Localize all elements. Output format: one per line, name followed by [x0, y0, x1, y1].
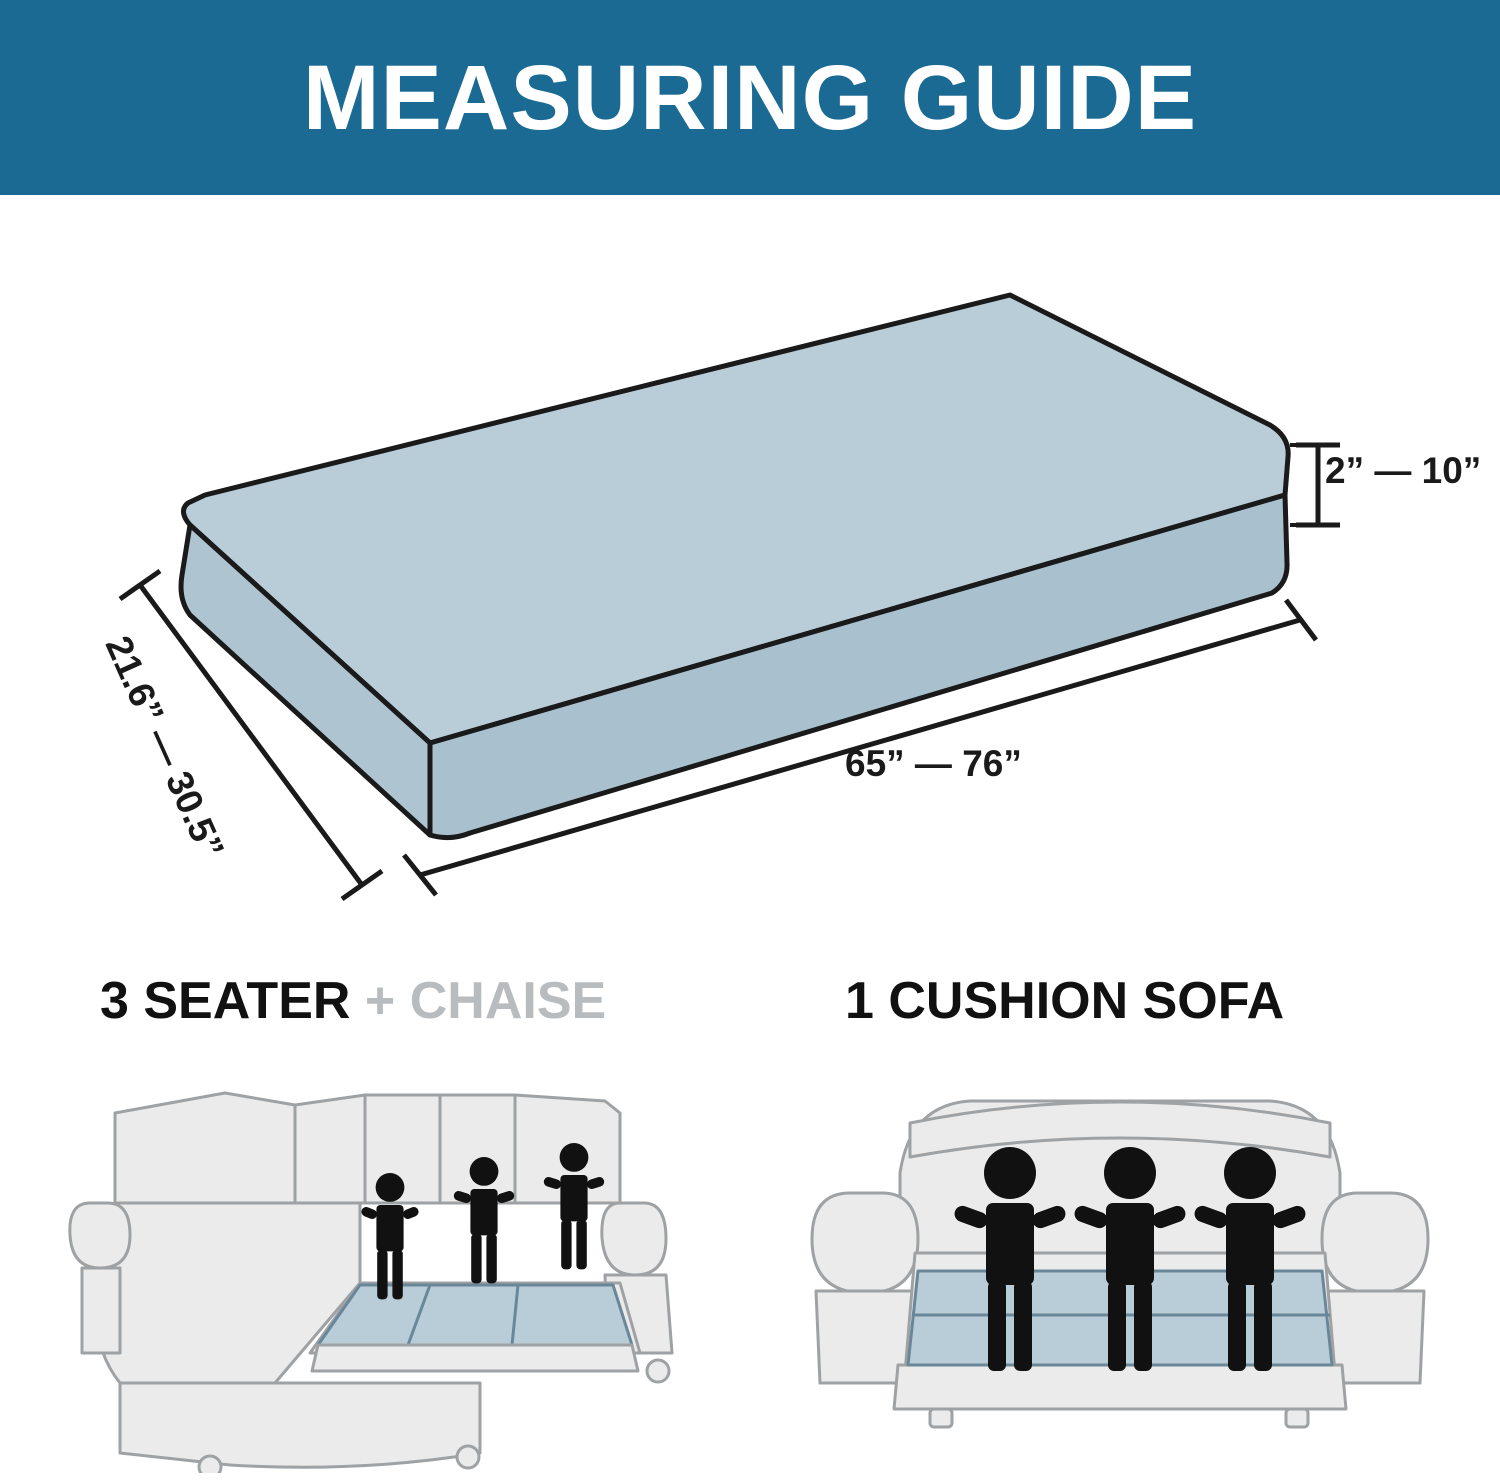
cushion-illustration	[0, 195, 1500, 975]
panel-title-main: 3 SEATER	[100, 972, 351, 1030]
panel-title-plus: +	[364, 972, 396, 1030]
dimension-label-depth: 21.6” — 30.5”	[97, 630, 233, 865]
sofa-illustration-one-cushion	[790, 1053, 1450, 1478]
one-cushion-sofa-svg	[790, 1053, 1450, 1473]
chaise-highlighted-cushions	[318, 1285, 632, 1345]
header-banner	[0, 0, 1500, 195]
chaise-sectional-svg	[60, 1053, 750, 1473]
sofa-feet	[930, 1409, 1308, 1427]
panel-title-one-cushion	[845, 972, 1450, 1030]
panel-one-cushion-sofa	[790, 972, 1450, 1478]
page-title: MEASURING GUIDE	[302, 46, 1198, 149]
panel-title-chaise: CHAISE	[409, 972, 607, 1030]
sofa-types-section	[0, 972, 1500, 1482]
dimension-label-length: 65” — 76”	[845, 743, 1022, 784]
cushion-diagram	[0, 195, 1500, 975]
sofa-illustration-chaise	[60, 1053, 750, 1478]
panel-title-three-seater	[100, 972, 750, 1030]
dimension-label-height: 2” — 10”	[1325, 450, 1482, 491]
panel-title-main-2: 1 CUSHION SOFA	[845, 972, 1285, 1030]
panel-three-seater-chaise	[60, 972, 750, 1478]
